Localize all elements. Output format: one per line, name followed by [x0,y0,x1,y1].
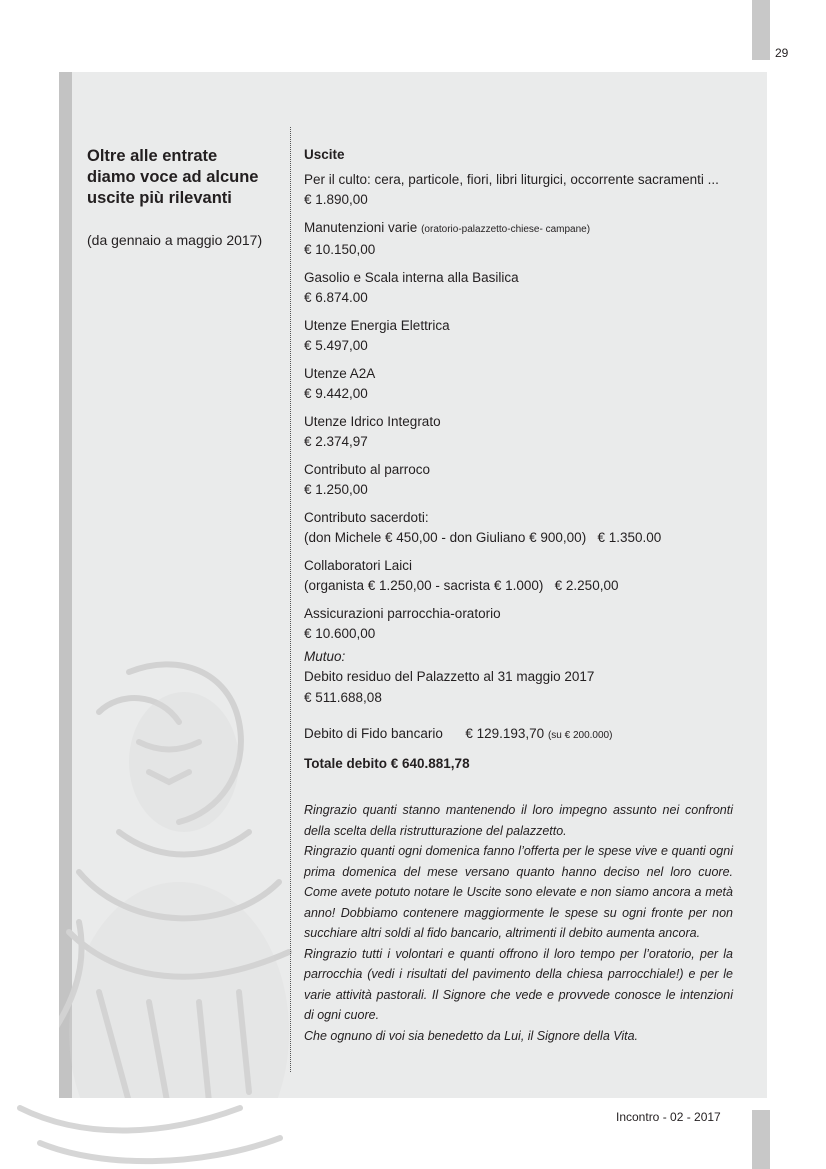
expense-label: Debito di Fido bancario [304,726,443,741]
expense-label: Collaboratori Laici [304,557,413,573]
closing-message [304,800,733,1046]
closing-paragraph: Ringrazio quanti stanno mantenendo il loro impegno assunto nei confronti della scelta della ristrutturazione del palazzetto. [304,803,733,838]
period-subtitle: (da gennaio a maggio 2017) [87,232,263,248]
expense-label: Contributo al parroco [304,461,431,477]
expense-label: Mutuo: [304,648,346,664]
expense-note: (oratorio-palazzetto-chiese- campane) [421,223,591,235]
expense-laici [304,556,734,597]
expense-energia [304,316,734,357]
expense-amount: € 129.193,70 [465,726,545,741]
expense-gasolio [304,268,734,309]
closing-paragraph: Ringrazio quanti ogni domenica fanno l’offerta per le spese vive e quanti ogni prima domenica del mese versano quanto hanno deciso nel loro cuore. Come avete potuto notare le Uscite sono elevate e non siamo ancora a metà anno! Dobbiamo contenere maggiormente le spese su ogni fronte per non succhiare altri soldi al fido bancario, altrimenti il debito aumenta ancora. [304,844,733,940]
expense-amount: € 2.374,97 [304,434,368,449]
expense-amount: € 511.688,08 [304,689,382,705]
expense-assicurazioni [304,604,734,645]
expense-amount: € 9.442,00 [304,386,368,401]
intro-heading-line-1: Oltre alle entrate [87,147,218,165]
expense-amount: € 6.874.00 [304,290,368,305]
expense-amount: € 10.150,00 [304,242,376,257]
expenses-column [304,145,734,1046]
expense-amount: € 10.600,00 [304,626,376,641]
footer-issue: Incontro - 02 - 2017 [616,1110,721,1124]
expense-label: Contributo sacerdoti: [304,509,429,525]
expense-amount: € 1.890,00 [304,192,368,207]
column-divider [290,127,291,1072]
page-tab-bottom [752,1110,770,1169]
closing-paragraph: Che ognuno di voi sia benedetto da Lui, il Signore della Vita. [304,1028,639,1043]
expense-mutuo [304,647,734,709]
expense-parroco [304,460,734,501]
expense-fido [304,724,734,747]
expense-amount: € 5.497,00 [304,338,368,353]
expense-amount: € 1.350.00 [597,530,662,545]
expense-amount: € 2.250,00 [554,578,619,593]
page-tab-top [752,0,770,60]
expense-amount: € 1.250,00 [304,482,368,497]
illustration-continuation [0,1098,330,1169]
expense-label: Utenze A2A [304,365,376,381]
expense-label: Gasolio e Scala interna alla Basilica [304,269,519,285]
expense-detail: (don Michele € 450,00 - don Giuliano € 900,00) [304,530,587,545]
total-debt: Totale debito € 640.881,78 [304,755,470,771]
expense-a2a [304,364,734,405]
expense-sacerdoti [304,508,734,549]
saint-illustration-watermark [59,632,319,1098]
expense-label: Assicurazioni parrocchia-oratorio [304,605,501,621]
intro-heading-line-3: uscite più rilevanti [87,189,232,207]
expense-culto [304,170,734,211]
intro-heading [87,146,272,209]
expense-idrico [304,412,734,453]
expense-note: (su € 200.000) [547,730,613,741]
expense-label: Per il culto: cera, particole, fiori, libri liturgici, occorrente sacramenti ... [304,171,719,187]
expense-label: Utenze Energia Elettrica [304,317,450,333]
expense-label: Utenze Idrico Integrato [304,413,441,429]
section-title-uscite: Uscite [304,147,345,162]
closing-paragraph: Ringrazio tutti i volontari e quanti offrono il loro tempo per l’oratorio, per la parrocchia (vedi i risultati del pavimento della chiesa parrocchiale!) e per le varie attività pastorali. Il Signore che vede e provvede conosce le intenzioni di ogni cuore. [304,946,733,1022]
expense-detail: Debito residuo del Palazzetto al 31 maggio 2017 [304,669,595,684]
expense-manutenzioni [304,218,734,261]
expense-detail: (organista € 1.250,00 - sacrista € 1.000) [304,578,544,593]
intro-heading-line-2: diamo voce ad alcune [87,168,259,186]
page-number: 29 [775,46,789,60]
expense-label: Manutenzioni varie [304,219,418,235]
